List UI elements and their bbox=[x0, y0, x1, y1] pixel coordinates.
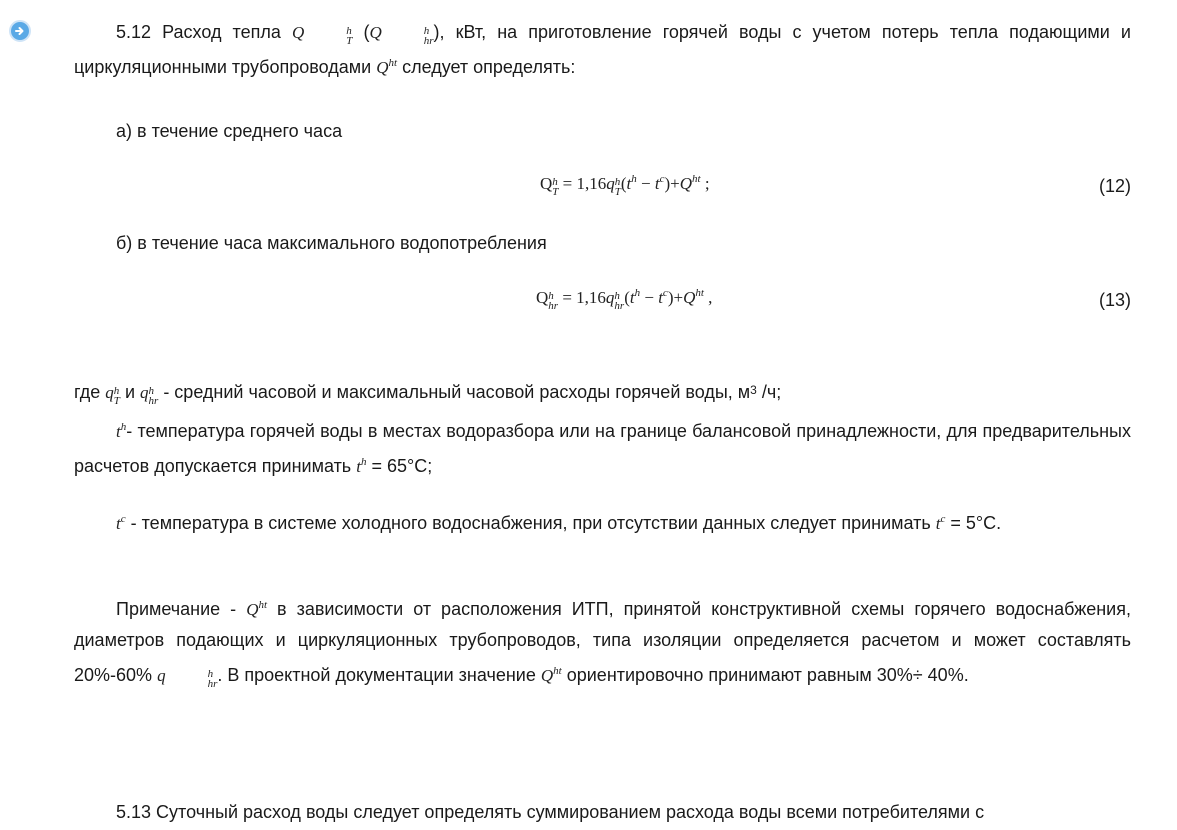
formula-qhrh: q h hr bbox=[140, 383, 159, 407]
text: - средний часовой и максимальный часовой расходы горячей воды, м bbox=[163, 382, 751, 402]
tc-definition bbox=[74, 504, 1131, 539]
text: ориентировочно принимают равным 30%÷ 40%. bbox=[566, 665, 969, 685]
text: = bbox=[366, 456, 387, 476]
where-line bbox=[74, 375, 1131, 408]
item-a: а) в течение среднего часа bbox=[116, 121, 343, 141]
formula-qhrh: q h hr bbox=[157, 666, 218, 690]
formula-th: $t^h$ bbox=[116, 421, 127, 441]
paragraph-5-13: 5.13 Суточный расход воды следует определять суммированием расхода воды всеми потребителями с bbox=[116, 802, 985, 822]
paragraph-5-12 bbox=[74, 17, 1131, 83]
note-paragraph bbox=[74, 590, 1131, 691]
text: следует определять: bbox=[402, 57, 576, 77]
text: /ч; bbox=[756, 382, 782, 402]
formula-12-number: (12) bbox=[1098, 176, 1131, 196]
text: 5.12 Расход тепла bbox=[116, 22, 281, 42]
text: и bbox=[124, 382, 135, 402]
item-b: б) в течение часа максимального водопотребления bbox=[116, 233, 547, 253]
formula-Qht: $Q^{ht}$ bbox=[540, 665, 562, 685]
th-definition bbox=[74, 412, 1131, 482]
text: . В проектной документации значение bbox=[217, 665, 536, 685]
text: - температура горячей воды в местах водоразбора или на границе балансовой принадлежности, для предварительных расчетов допускается принимать bbox=[74, 421, 1131, 476]
formula-tc: $t^c$ bbox=[116, 513, 126, 533]
text: в зависимости от расположения ИТП, принятой конструктивной схемы горячего водоснабжения, диаметров подающих и циркуляционных трубопроводов, типа изоляции определяется расчетом и может составлять 20%-60% bbox=[74, 599, 1131, 685]
formula-Qht: $Q^{ht}$ bbox=[246, 599, 268, 619]
text: 65°С; bbox=[386, 456, 433, 476]
formula-tc-eq: $t^c$ bbox=[935, 513, 946, 533]
text: 3 bbox=[750, 383, 757, 397]
arrow-right-circle-icon[interactable] bbox=[9, 20, 31, 42]
text: Примечание - bbox=[116, 599, 237, 619]
text: - температура в системе холодного водоснабжения, при отсутствии данных следует принимать bbox=[130, 513, 931, 533]
text: 5°С. bbox=[965, 513, 1002, 533]
text: ), кВт, на приготовление горячей воды с учетом потерь тепла подающими и циркуляционными трубопроводами bbox=[74, 22, 1131, 77]
text: где bbox=[74, 382, 101, 402]
text: = bbox=[945, 513, 966, 533]
formula-13-number: (13) bbox=[1098, 290, 1131, 310]
formula-th-eq: $t^h$ bbox=[356, 456, 367, 476]
text: ( bbox=[363, 22, 370, 42]
formula-13: Q h hr = 1,16q h hr $(t^h - t^c)+Q^{ht}$ , bbox=[536, 287, 713, 312]
formula-Qhrh: Q h hr bbox=[369, 23, 434, 47]
formula-12: Q h T = 1,16q h T $(t^h - t^c)+Q^{ht}$ ; bbox=[540, 173, 710, 198]
formula-Qht: $Q^{ht}$ bbox=[376, 57, 398, 77]
formula-QTh: Q h T bbox=[291, 23, 353, 47]
formula-qTh: q h T bbox=[105, 383, 120, 407]
